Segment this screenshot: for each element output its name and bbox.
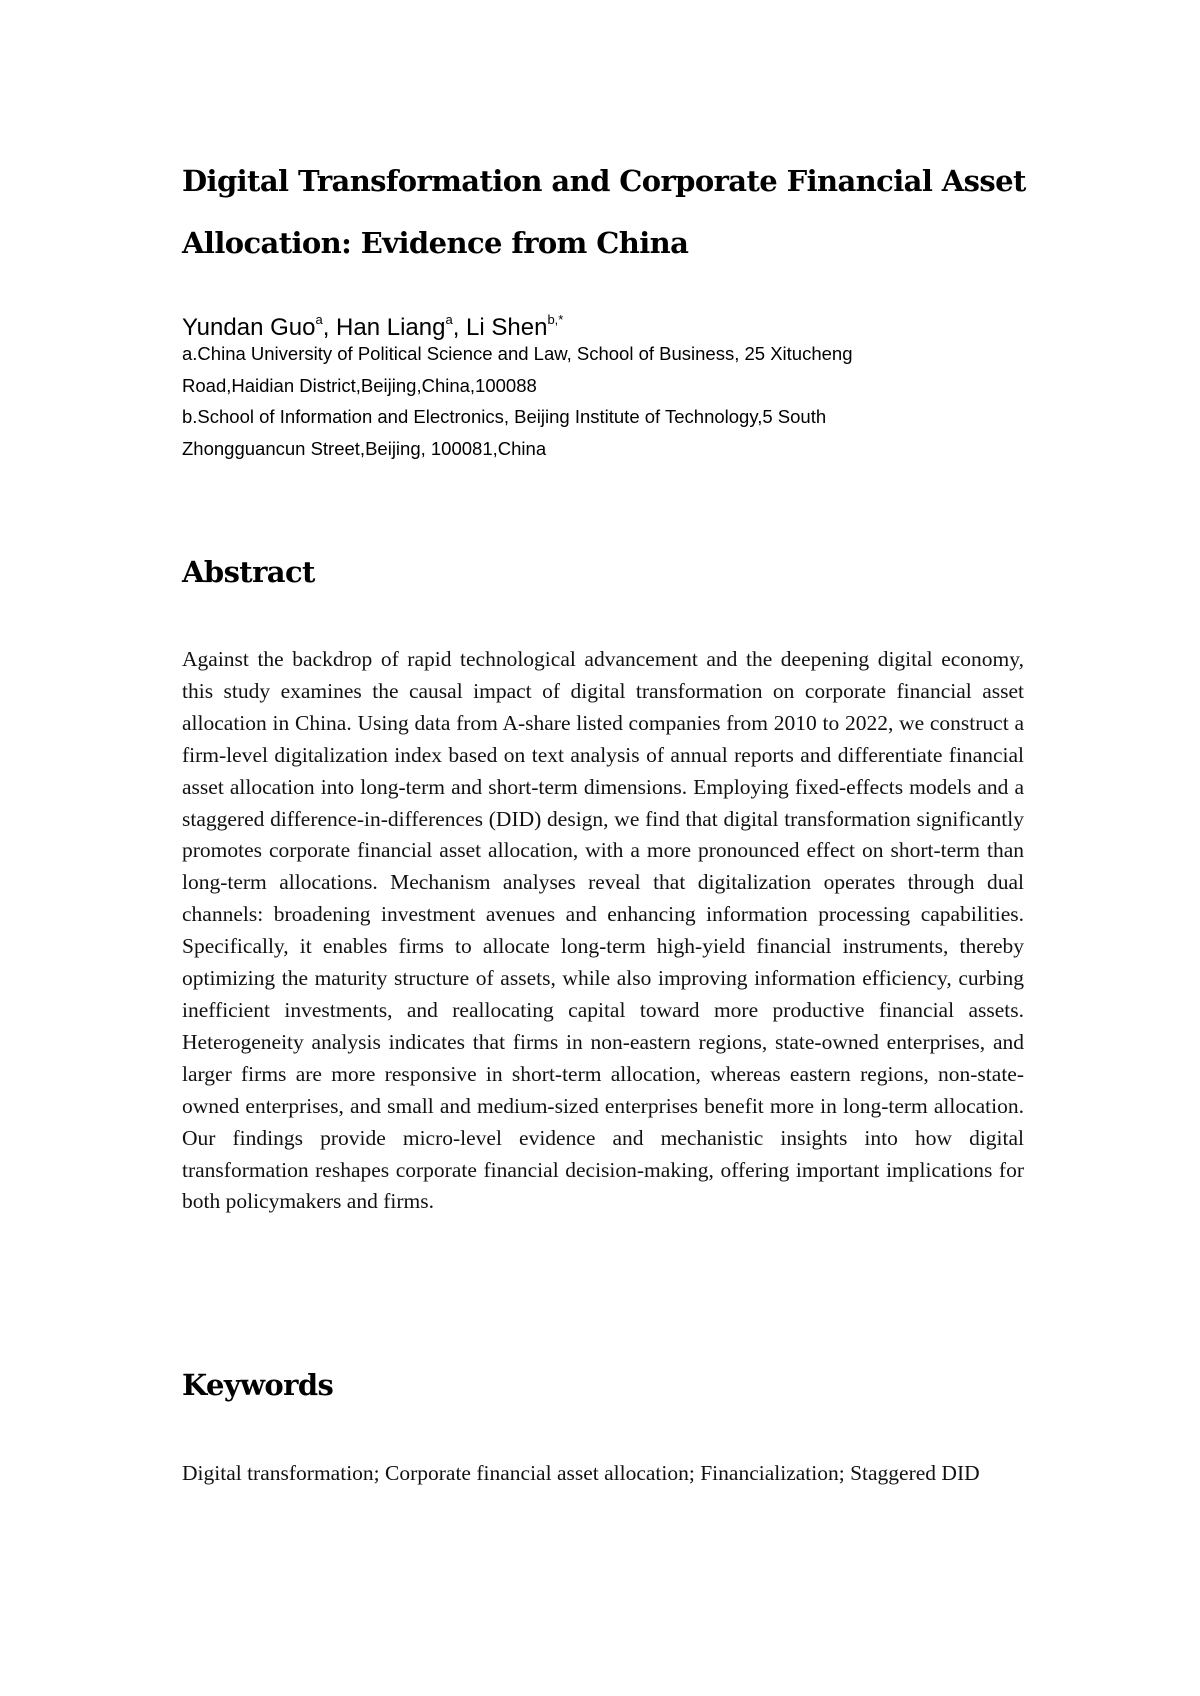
affiliation-a-line-1: a.China University of Political Science and Law, School of Business, 25 Xitucheng [182,343,853,364]
author-separator: , [322,314,337,341]
affiliation-a [182,338,1042,401]
author-name: Han Liang [336,314,446,341]
paper-title [182,150,1042,274]
affiliation-b [182,401,1042,464]
author-separator: , [452,314,467,341]
affiliation-a-line-2: Road,Haidian District,Beijing,China,100088 [182,374,537,396]
affiliation-b-line-1: b.School of Information and Electronics, Beijing Institute of Technology,5 South [182,406,827,427]
author-name: Li Shen [466,314,548,341]
author-affiliation-mark: a [315,312,323,327]
paper-title-line-1: Digital Transformation and Corporate Financial Asset [182,164,1026,198]
author-affiliation-mark: b,* [547,312,564,327]
author-name: Yundan Guo [182,314,316,341]
author-affiliation-mark: a [445,312,453,327]
keywords-heading: Keywords [182,1368,334,1402]
paper-title-line-2: Allocation: Evidence from China [182,226,689,260]
keywords-text: Digital transformation; Corporate financial asset allocation; Financialization; Staggered DID [182,1461,980,1485]
abstract-text: Against the backdrop of rapid technological advancement and the deepening digital economy, this study examines the causal impact of digital transformation on corporate financial asset allocation in China. Using data from A-share listed companies from 2010 to 2022, we construct a firm-level digitalization index based on text analysis of annual reports and differentiate financial asset allocation into long-term and short-term dimensions. Employing fixed-effects models and a staggered difference-in-differences (DID) design, we find that digital transformation significantly promotes corporate financial asset allocation, with a more pronounced effect on short-term than long-term allocations. Mechanism analyses reveal that digitalization operates through dual channels: broadening investment avenues and enhancing information processing capabilities. Specifically, it enables firms to allocate long-term high-yield financial instruments, thereby optimizing the maturity structure of assets, while also improving information efficiency, curbing inefficient investments, and reallocating capital toward more productive financial assets. Heterogeneity analysis indicates that firms in non-eastern regions, state-owned enterprises, and larger firms are more responsive in short-term allocation, whereas eastern regions, non-state-owned enterprises, and small and medium-sized enterprises benefit more in long-term allocation. Our findings provide micro-level evidence and mechanistic insights into how digital transformation reshapes corporate financial decision-making, offering important implications for both policymakers and firms. [182,647,1024,1214]
abstract-heading: Abstract [182,555,315,589]
affiliation-b-line-2: Zhongguancun Street,Beijing, 100081,China [182,437,547,459]
